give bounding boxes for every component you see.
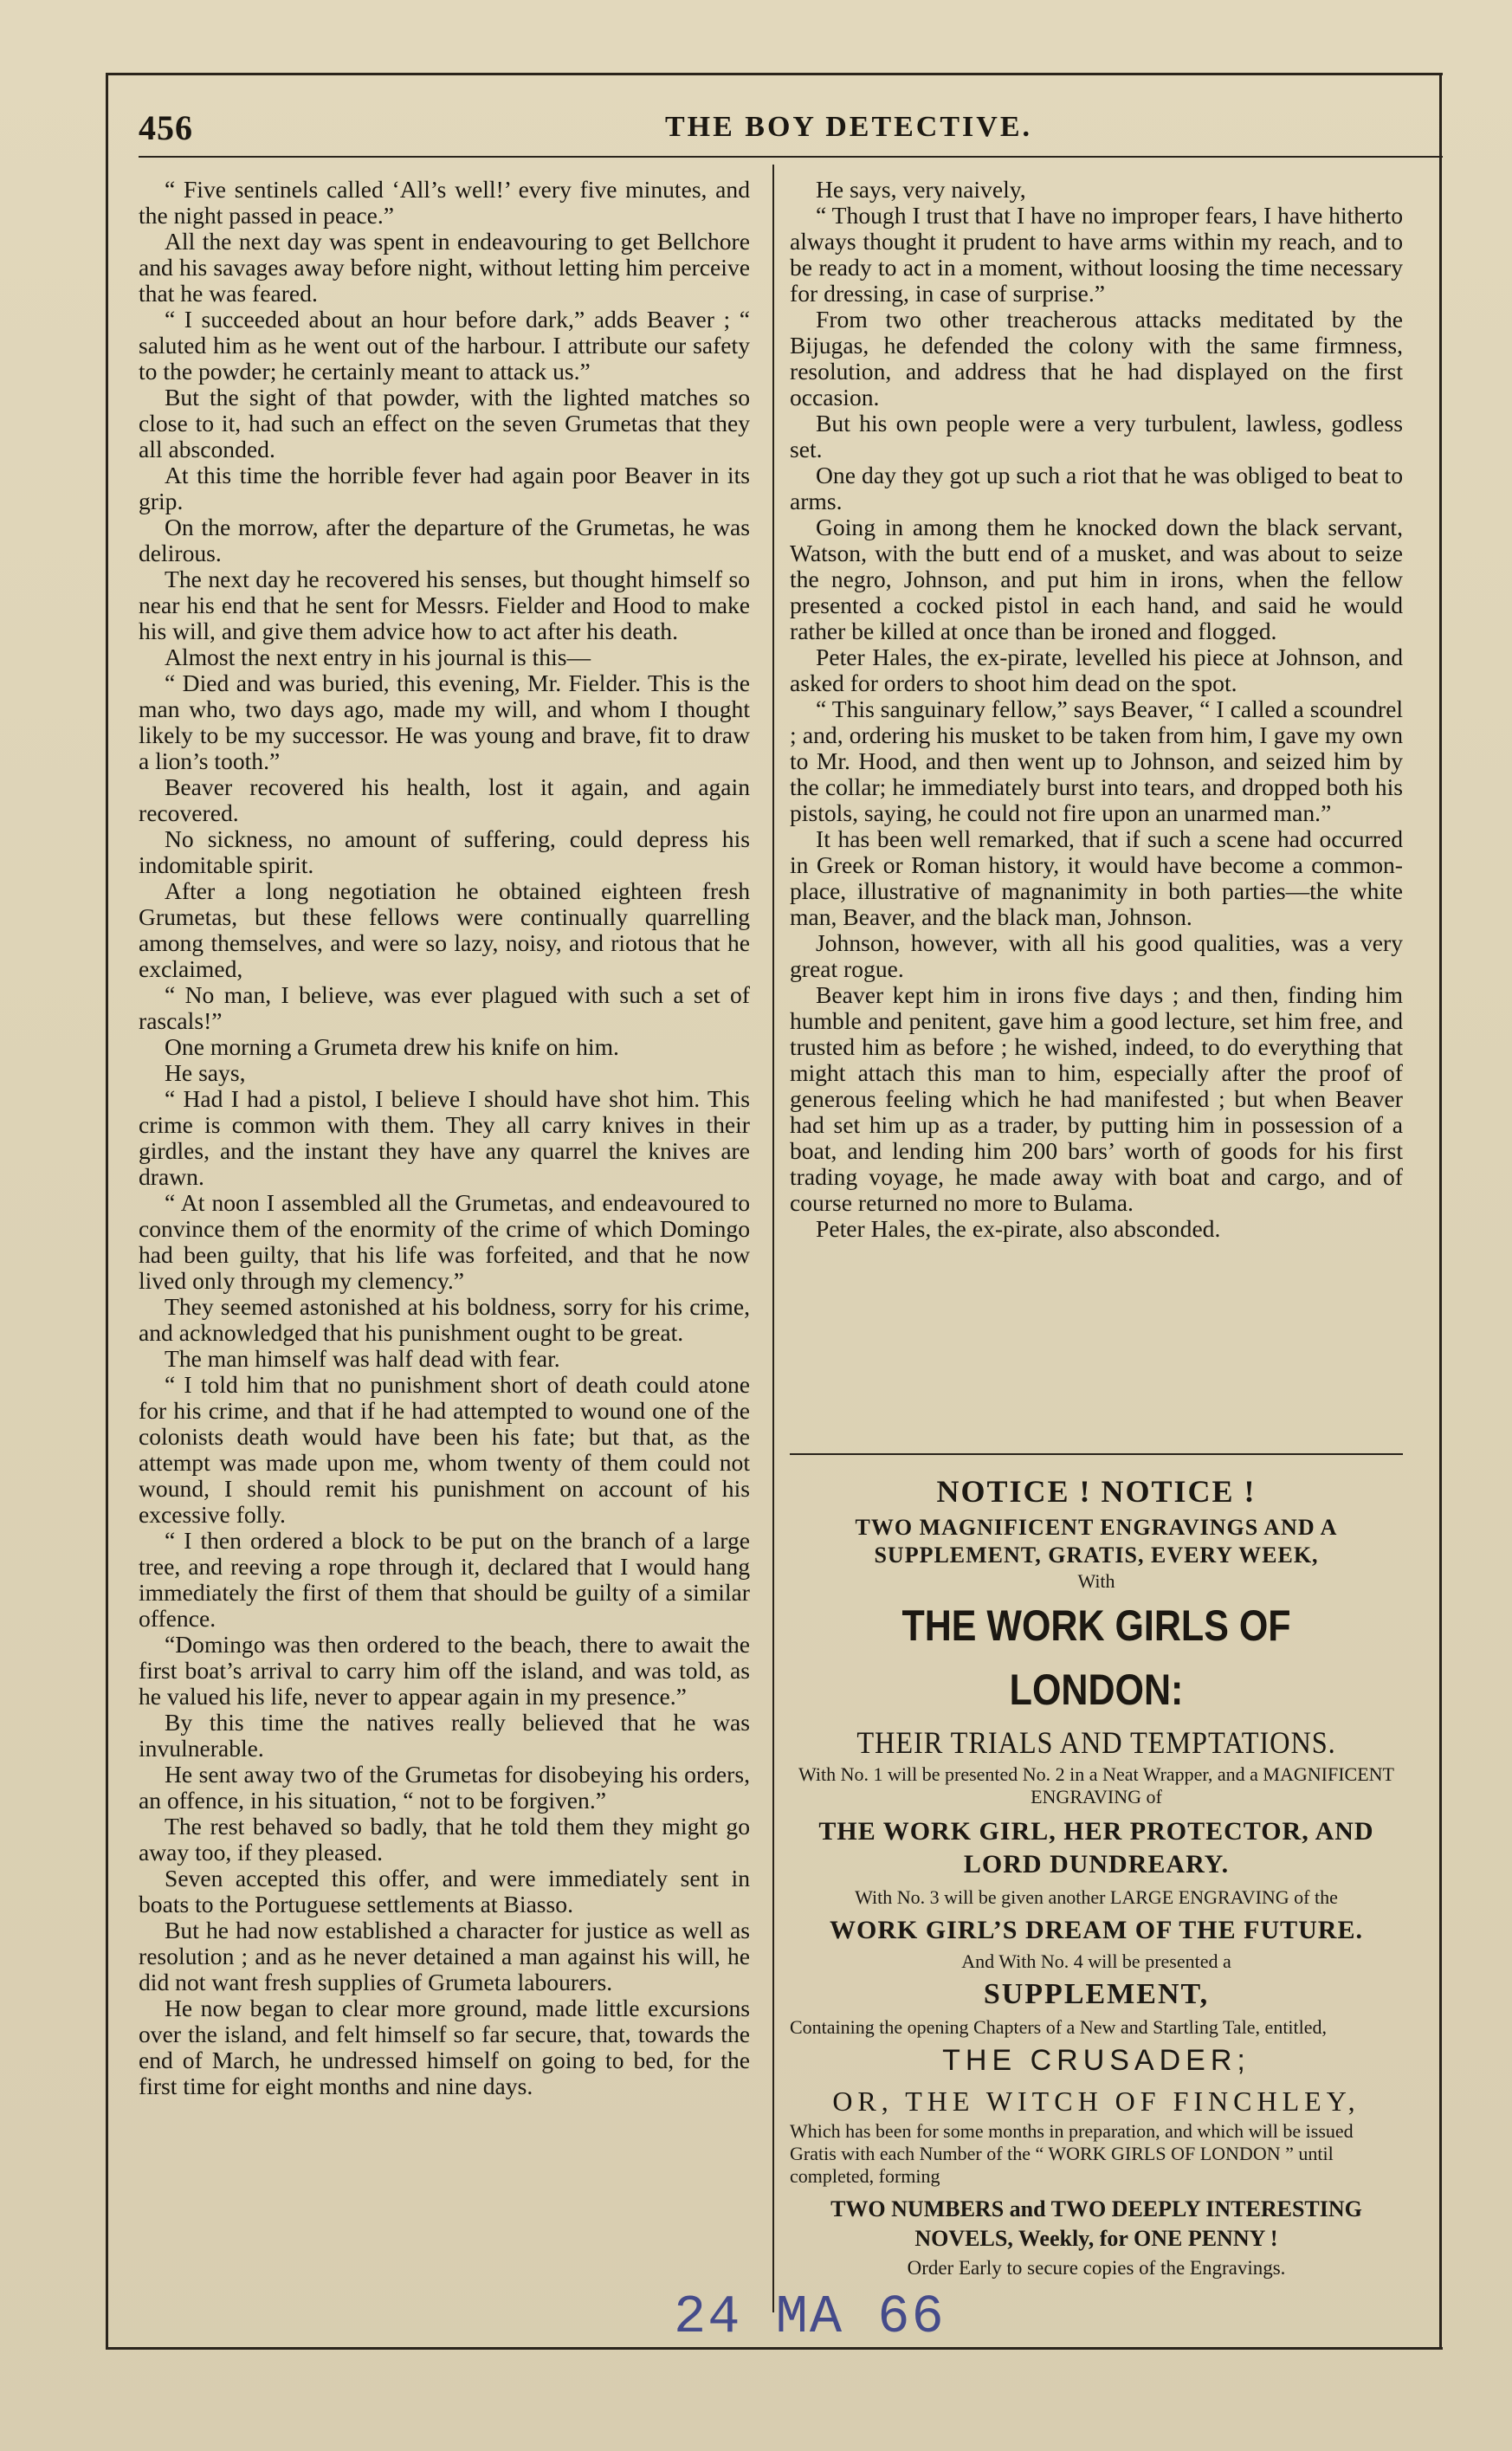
paragraph: “ Died and was buried, this evening, Mr. Fielder. This is the man who, two days ago, made my will, and whom I thought likely to be my successor. He was young and brave, fit to draw a lion’s tooth.” <box>139 669 750 774</box>
right-column <box>790 177 1403 1242</box>
paragraph: Beaver kept him in irons five days ; and then, finding him humble and penitent, gave him a good lecture, set him free, and trusted him as before ; he wished, indeed, to do everything that might attach this man to him, especially after the proof of generous feeling which he had manifested ; but when Beaver had set him up as a trader, by putting him in possession of a boat, and lending him 200 bars’ worth of goods for his first trading voyage, he made away with boat and cargo, and of course returned no more to Bulama. <box>790 981 1403 1216</box>
notice-preparation: Which has been for some months in preparation, and which will be issued Gratis with each Number of the “ WORK GIRLS OF LONDON ” until completed, forming <box>790 2120 1354 2187</box>
paragraph: Johnson, however, with all his good qualities, was a very great rogue. <box>790 929 1403 982</box>
paragraph: “ This sanguinary fellow,” says Beaver, “ I called a scoundrel ; and, ordering his musket to be taken from him, I gave my own to Mr. Hood, and then went up to Johnson, and seized him by the collar; he immediately burst into tears, and dropped both his pistols, saying, he could not fire upon an unarmed man.” <box>790 695 1403 826</box>
notice-subtitle: THEIR TRIALS AND TEMPTATIONS. <box>856 1725 1336 1760</box>
notice-heading: NOTICE ! NOTICE ! <box>936 1474 1257 1509</box>
date-stamp: 24 MA 66 <box>674 2286 946 2348</box>
paragraph: No sickness, no amount of suffering, could depress his indomitable spirit. <box>139 825 750 878</box>
notice-order-early: Order Early to secure copies of the Engravings. <box>907 2257 1286 2279</box>
paragraph: But he had now established a character for justice as well as resolution ; and as he never detained a man against his will, he did not want fresh supplies of Grumeta labourers. <box>139 1917 750 1995</box>
paragraph: After a long negotiation he obtained eighteen fresh Grumetas, but these fellows were continually quarrelling among themselves, and were so lazy, noisy, and riotous that he exclaimed, <box>139 877 750 982</box>
paragraph: Seven accepted this offer, and were immediately sent in boats to the Portuguese settlements at Biasso. <box>139 1865 750 1917</box>
paragraph: But the sight of that powder, with the lighted matches so close to it, had such an effect on the seven Grumetas that they all absconded. <box>139 384 750 462</box>
paragraph: “ Though I trust that I have no improper fears, I have hitherto always thought it prudent to have arms within my reach, and to be ready to act in a moment, without loosing the time necessary for dressing, in case of surprise.” <box>790 202 1403 307</box>
notice-engraving-two: WORK GIRL’S DREAM OF THE FUTURE. <box>830 1916 1363 1944</box>
paragraph: “ At noon I assembled all the Grumetas, and endeavoured to convince them of the enormity of the crime of which Domingo had been guilty, that his life was forfeited, and that he now lived only through my clemency.” <box>139 1189 750 1294</box>
paragraph: “Domingo was then ordered to the beach, there to await the first boat’s arrival to carry him off the island, and was told, as he valued his life, never to appear again in my presence.” <box>139 1631 750 1710</box>
notice-engraving-one: THE WORK GIRL, HER PROTECTOR, AND LORD DUNDREARY. <box>818 1817 1374 1879</box>
paragraph: He now began to clear more ground, made little excursions over the island, and felt himself so far secure, that, towards the end of March, he undressed himself on going to bed, for the first time for eight months and nine days. <box>139 1995 750 2099</box>
paragraph: Going in among them he knocked down the black servant, Watson, with the butt end of a musket, and was about to seize the negro, Johnson, and put him in irons, when the fellow presented a cocked pistol in each hand, and said he would rather be killed at once than be ironed and flogged. <box>790 514 1403 644</box>
paragraph: “ Five sentinels called ‘All’s well!’ every five minutes, and the night passed in peace.” <box>139 176 750 229</box>
page-number: 456 <box>139 108 193 147</box>
paragraph: But his own people were a very turbulent, lawless, godless set. <box>790 410 1403 462</box>
paragraph: He sent away two of the Grumetas for disobeying his orders, an offence, in his situation, “ not to be forgiven.” <box>139 1761 750 1814</box>
paragraph: From two other treacherous attacks meditated by the Bijugas, he defended the colony with the same firmness, resolution, and address that he had displayed on the first occasion. <box>790 306 1403 411</box>
notice-title: THE WORK GIRLS OF LONDON: <box>901 1601 1291 1714</box>
paragraph: “ No man, I believe, was ever plagued with such a set of rascals!” <box>139 981 750 1034</box>
paragraph: He says, very naively, <box>816 176 1026 203</box>
column-divider <box>772 165 774 2312</box>
paragraph: “ Had I had a pistol, I believe I should have shot him. This crime is common with them. They all carry knives in their girdles, and the instant they have any quarrel the knives are drawn. <box>139 1085 750 1190</box>
paragraph: “ I succeeded about an hour before dark,” adds Beaver ; “ saluted him as he went out of the harbour. I attribute our safety to the powder; he certainly meant to attack us.” <box>139 306 750 385</box>
paragraph: “ I told him that no punishment short of death could atone for his crime, and that if he had attempted to wound one of the colonists death would have been his fate; but that, as the attempt was made upon me, whom twenty of them could not wound, I should remit his punishment on account of his excessive folly. <box>139 1371 750 1528</box>
frame-left-rule <box>106 73 108 2348</box>
paragraph: Almost the next entry in his journal is this— <box>165 643 591 670</box>
paragraph: They seemed astonished at his boldness, sorry for his crime, and acknowledged that his punishment ought to be great. <box>139 1293 750 1346</box>
header-rule <box>139 156 1443 158</box>
paragraph: The rest behaved so badly, that he told them they might go away too, if they pleased. <box>139 1813 750 1866</box>
paragraph: The man himself was half dead with fear. <box>165 1345 560 1372</box>
paragraph: It has been well remarked, that if such a scene had occurred in Greek or Roman history, it would have become a common-place, illustrative of magnanimity in both parties—the white man, Beaver, and the black man, Johnson. <box>790 825 1403 930</box>
running-title: THE BOY DETECTIVE. <box>665 111 1032 143</box>
notice-engravings-line: TWO MAGNIFICENT ENGRAVINGS AND A SUPPLEMENT, GRATIS, EVERY WEEK, <box>855 1515 1338 1568</box>
paragraph: Peter Hales, the ex-pirate, levelled his piece at Johnson, and asked for orders to shoot him dead on the spot. <box>790 643 1403 696</box>
paragraph: By this time the natives really believed that he was invulnerable. <box>139 1709 750 1762</box>
notice-with: With <box>1077 1570 1115 1592</box>
paragraph: All the next day was spent in endeavouring to get Bellchore and his savages away before night, without letting him perceive that he was feared. <box>139 228 750 307</box>
notice-supplement: SUPPLEMENT, <box>983 1978 1210 2010</box>
paragraph: At this time the horrible fever had again poor Beaver in its grip. <box>139 462 750 514</box>
notice-number-three: With No. 3 will be given another LARGE ENGRAVING of the <box>855 1886 1338 1908</box>
paragraph: The next day he recovered his senses, but thought himself so near his end that he sent for Messrs. Fielder and Hood to make his will, and give them advice how to act after his death. <box>139 566 750 644</box>
notice-witch-title: OR, THE WITCH OF FINCHLEY, <box>832 2086 1360 2117</box>
paragraph: “ I then ordered a block to be put on the branch of a large tree, and reeving a rope through it, declared that I would hang immediately the first of them that should be guilty of a similar offence. <box>139 1527 750 1632</box>
frame-right-rule <box>1439 73 1442 2348</box>
advertisement-notice <box>790 1469 1403 2283</box>
notice-number-one: With No. 1 will be presented No. 2 in a Neat Wrapper, and a MAGNIFICENT ENGRAVING of <box>798 1763 1394 1808</box>
paragraph: He says, <box>165 1059 246 1086</box>
paragraph: Peter Hales, the ex-pirate, also absconded. <box>816 1215 1221 1242</box>
left-column <box>139 177 750 2099</box>
paragraph: On the morrow, after the departure of the Grumetas, he was delirous. <box>139 514 750 566</box>
paragraph: One day they got up such a riot that he was obliged to beat to arms. <box>790 462 1403 514</box>
notice-crusader-title: THE CRUSADER; <box>942 2044 1250 2077</box>
paragraph: Beaver recovered his health, lost it again, and again recovered. <box>139 773 750 826</box>
notice-number-four: And With No. 4 will be presented a <box>961 1950 1231 1972</box>
notice-divider-rule <box>790 1453 1403 1455</box>
paragraph: One morning a Grumeta drew his knife on him. <box>165 1033 619 1060</box>
frame-top-rule <box>106 73 1443 75</box>
notice-containing: Containing the opening Chapters of a New and Startling Tale, entitled, <box>790 2016 1328 2038</box>
notice-numbers-price: TWO NUMBERS and TWO DEEPLY INTERESTING NOVELS, Weekly, for ONE PENNY ! <box>830 2196 1362 2251</box>
